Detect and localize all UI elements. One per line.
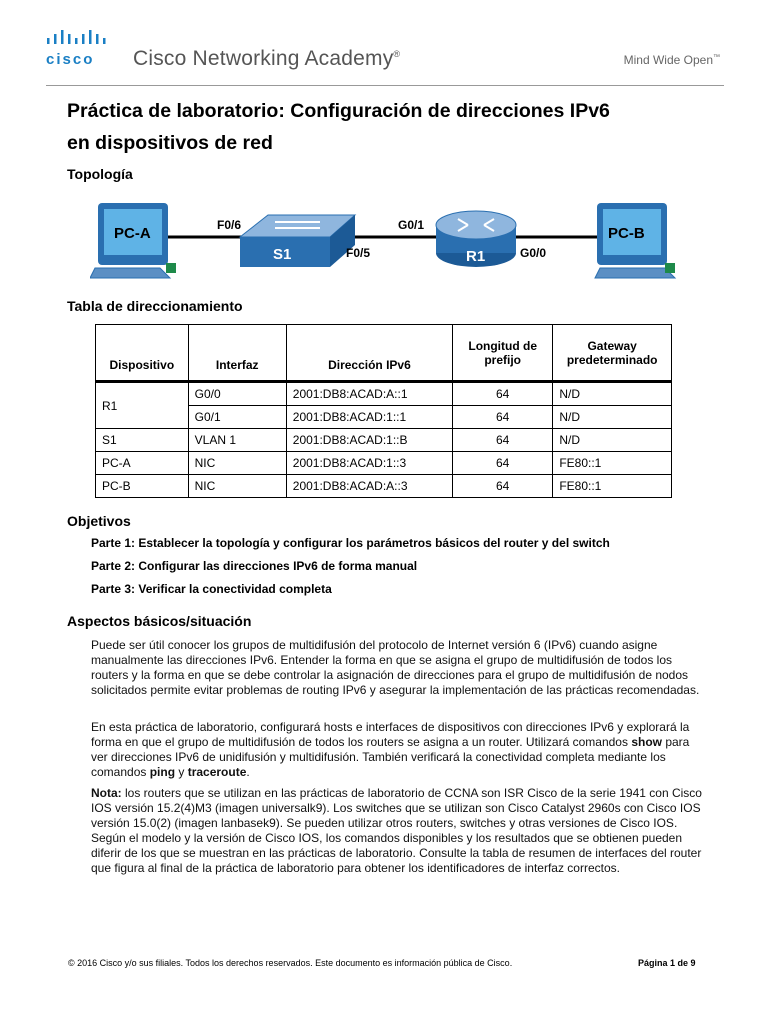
page-header [0, 0, 768, 88]
r1-label: R1 [466, 248, 486, 265]
footer-copyright: © 2016 Cisco y/o sus filiales. Todos los derechos reservados. Este documento es información pública de Cisco. [68, 958, 513, 968]
col-gateway: Gateway predeterminado [553, 325, 672, 382]
cell-interface: VLAN 1 [188, 429, 286, 452]
objectives-heading: Objetivos [67, 513, 131, 529]
cell-interface: G0/0 [188, 382, 286, 406]
cell-ipv6: 2001:DB8:ACAD:A::3 [286, 475, 452, 498]
footer-page-number: Página 1 de 9 [638, 958, 696, 968]
page-title: Práctica de laboratorio: Configuración de direcciones IPv6 en dispositivos de red [67, 100, 610, 154]
tagline: Mind Wide Open™ [623, 53, 720, 67]
cell-device: S1 [96, 429, 189, 452]
cell-prefix: 64 [453, 382, 553, 406]
cell-device: R1 [96, 382, 189, 429]
cell-prefix: 64 [453, 429, 553, 452]
cell-device: PC-B [96, 475, 189, 498]
cell-prefix: 64 [453, 406, 553, 429]
objective-item: Parte 1: Establecer la topología y configurar los parámetros básicos del router y del switch [91, 536, 610, 550]
port-label-f05: F0/5 [346, 246, 371, 260]
cell-gateway: FE80::1 [553, 475, 672, 498]
note-paragraph: Nota: los routers que se utilizan en las prácticas de laboratorio de CCNA son ISR Cisco de la serie 1941 con Cisco IOS versión 15.2(4)M3 (imagen universalk9). Los switches que se utilizan son Cisco Catalyst 2960s con Cisco IOS versión 15.0(2) (imagen lanbasek9). Se pueden utilizar otros routers, switches y otras versiones de Cisco IOS. Según el modelo y la versión de Cisco IOS, los comandos disponibles y los resultados que se obtienen pueden diferir de los que se muestran en las prácticas de laboratorio. Consulte la tabla de resumen de interfaces del router que figura al final de la práctica de laboratorio para obtener los identificadores de interfaz correctos. [91, 786, 702, 875]
cell-prefix: 64 [453, 452, 553, 475]
academy-name: Cisco Networking Academy® [133, 47, 401, 70]
cisco-wordmark: cisco [46, 51, 95, 68]
cell-gateway: FE80::1 [553, 452, 672, 475]
s1-label: S1 [273, 246, 292, 263]
cell-interface: NIC [188, 475, 286, 498]
cell-ipv6: 2001:DB8:ACAD:1::3 [286, 452, 452, 475]
port-label-f06: F0/6 [217, 218, 242, 232]
cisco-logo-icon [46, 30, 112, 48]
col-interface: Interfaz [188, 325, 286, 382]
topology-diagram [90, 195, 680, 285]
objective-item: Parte 2: Configurar las direcciones IPv6 de forma manual [91, 559, 418, 573]
cell-interface: G0/1 [188, 406, 286, 429]
cell-prefix: 64 [453, 475, 553, 498]
cell-gateway: N/D [553, 406, 672, 429]
addressing-table [95, 324, 672, 498]
port-label-g01: G0/1 [398, 218, 425, 232]
cell-gateway: N/D [553, 429, 672, 452]
cell-ipv6: 2001:DB8:ACAD:1::B [286, 429, 452, 452]
col-prefix: Longitud de prefijo [453, 325, 553, 382]
background-paragraph: En esta práctica de laboratorio, configurará hosts e interfaces de dispositivos con direcciones IPv6 y explorará la forma en que el grupo de multidifusión de todos los routers se asigna a un router. Utilizará comandos show para ver direcciones IPv6 de unidifusión y multidifusión. También verificará la conectividad completa mediante los comandos ping y traceroute. [91, 720, 690, 779]
cell-ipv6: 2001:DB8:ACAD:A::1 [286, 382, 452, 406]
col-device: Dispositivo [96, 325, 189, 382]
topology-heading: Topología [67, 166, 133, 182]
pc-b-label: PC-B [608, 225, 645, 242]
table-header-row [96, 325, 672, 382]
cell-interface: NIC [188, 452, 286, 475]
table-row [96, 452, 672, 475]
pc-a-label: PC-A [114, 225, 151, 242]
background-heading: Aspectos básicos/situación [67, 613, 252, 629]
header-divider [46, 85, 724, 86]
cell-device: PC-A [96, 452, 189, 475]
cell-ipv6: 2001:DB8:ACAD:1::1 [286, 406, 452, 429]
objective-item: Parte 3: Verificar la conectividad completa [91, 582, 332, 596]
table-row [96, 475, 672, 498]
cell-gateway: N/D [553, 382, 672, 406]
addressing-heading: Tabla de direccionamiento [67, 298, 243, 314]
port-label-g00: G0/0 [520, 246, 547, 260]
table-row [96, 429, 672, 452]
col-ipv6: Dirección IPv6 [286, 325, 452, 382]
switch-s1-icon [240, 215, 355, 267]
background-paragraph: Puede ser útil conocer los grupos de multidifusión del protocolo de Internet versión 6 (IPv6) cuando asigne manualmente las direcciones IPv6. Entender la forma en que se asigna el grupo de multidifusión de todos los routers y la forma en que se debe controlar la asignación de direcciones para el grupo de multidifusión de nodos solicitados permite evitar problemas de routing IPv6 y asegurar la implementación de las prácticas recomendadas. [91, 638, 700, 697]
table-row [96, 382, 672, 406]
